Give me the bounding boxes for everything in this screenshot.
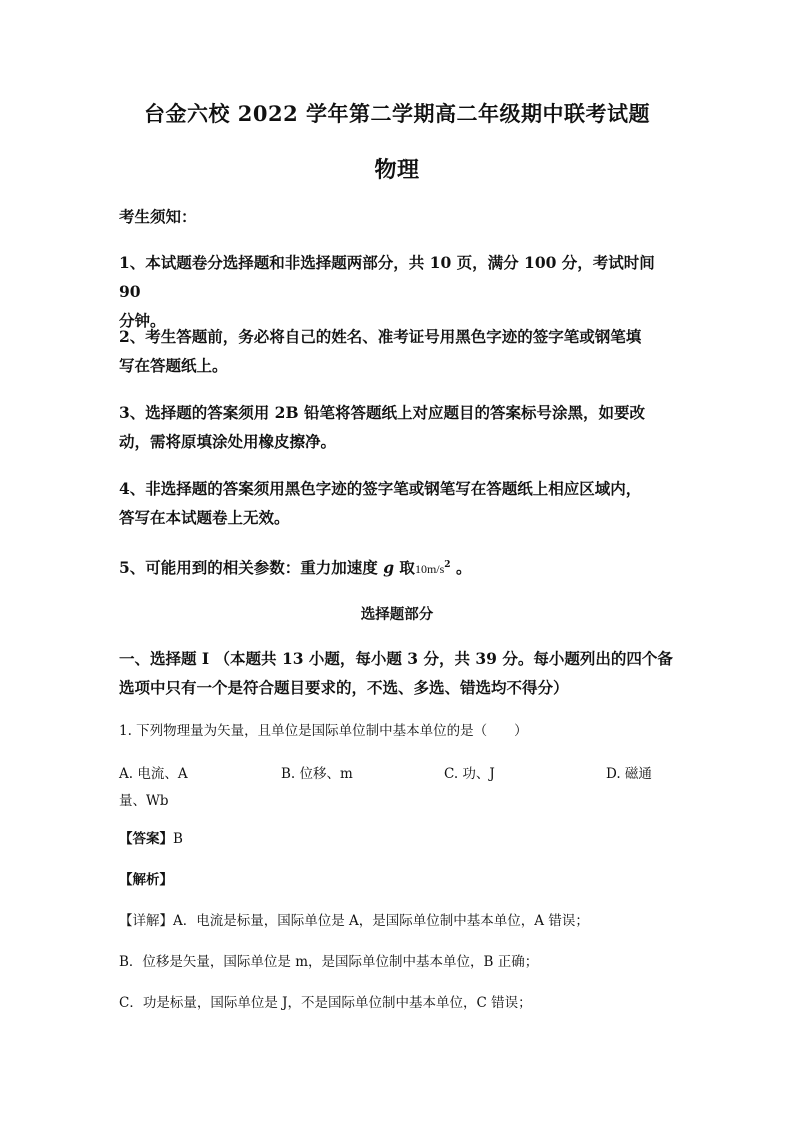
notice-item-5 <box>119 551 679 584</box>
notice-item-3 <box>119 398 679 456</box>
answer-value: B <box>173 831 183 847</box>
gravity-unit-exponent: 2 <box>444 560 451 570</box>
answer-line <box>119 825 679 853</box>
question-1-option-d: D. 磁通 <box>606 766 652 782</box>
detail-line-c: C．功是标量，国际单位是 J，不是国际单位制中基本单位，C 错误； <box>119 995 532 1011</box>
detail-a-text: A．电流是标量，国际单位是 A，是国际单位制中基本单位，A 错误； <box>173 913 589 929</box>
question-1-option-a: A. 电流、A <box>119 766 188 782</box>
detail-line-b: B．位移是矢量，国际单位是 m，是国际单位制中基本单位，B 正确； <box>119 954 539 970</box>
notice-item-3-line-2: 动，需将原填涂处用橡皮擦净。 <box>119 432 337 451</box>
notice-item-1-line-1: 1、本试题卷分选择题和非选择题两部分，共 10 页，满分 100 分，考试时间 90 <box>119 253 655 301</box>
notice-item-2-line-1: 2、考生答题前，务必将自己的姓名、准考证号用黑色字迹的签字笔或钢笔填 <box>119 327 642 346</box>
question-1-option-c: C. 功、J <box>444 766 495 782</box>
detail-line-a <box>119 907 679 935</box>
notice-item-5-prefix: 5、可能用到的相关参数：重力加速度 <box>119 558 384 577</box>
question-1-stem: 1. 下列物理量为矢量，且单位是国际单位制中基本单位的是（ ） <box>119 723 528 739</box>
question-1-option-b: B. 位移、m <box>281 766 353 782</box>
part-1-line-2: 选项中只有一个是符合题目要求的，不选、多选、错选均不得分） <box>119 678 569 697</box>
notice-item-2 <box>119 322 679 380</box>
question-1-option-d-continued: 量、Wb <box>119 793 169 809</box>
notice-item-4 <box>119 474 679 532</box>
exam-title: 台金六校 2022 学年第二学期高二年级期中联考试题 <box>143 101 651 126</box>
notice-item-5-mid: 取 <box>394 558 415 577</box>
answer-label: 【答案】 <box>119 831 173 847</box>
subject-title: 物理 <box>374 157 420 183</box>
part-1-instructions <box>119 644 679 702</box>
gravity-unit: 10m/s <box>414 562 445 576</box>
notice-item-1-line-2: 分钟。 <box>119 311 166 330</box>
notice-item-2-line-2: 写在答题纸上。 <box>119 356 228 375</box>
notice-item-5-suffix: 。 <box>450 558 472 577</box>
notice-item-4-line-2: 答写在本试题卷上无效。 <box>119 508 290 527</box>
section-title: 选择题部分 <box>360 606 434 623</box>
notice-heading: 考生须知： <box>119 207 197 226</box>
part-1-line-1: 一、选择题 I （本题共 13 小题，每小题 3 分，共 39 分。每小题列出的四个备 <box>119 649 673 668</box>
notice-item-3-line-1: 3、选择题的答案须用 2B 铅笔将答题纸上对应题目的答案标号涂黑，如要改 <box>119 403 645 422</box>
notice-item-4-line-1: 4、非选择题的答案须用黑色字迹的签字笔或钢笔写在答题纸上相应区域内， <box>119 479 642 498</box>
gravity-symbol: g <box>383 558 395 577</box>
detail-prefix: 【详解】 <box>119 913 173 929</box>
analysis-label: 【解析】 <box>119 872 173 888</box>
